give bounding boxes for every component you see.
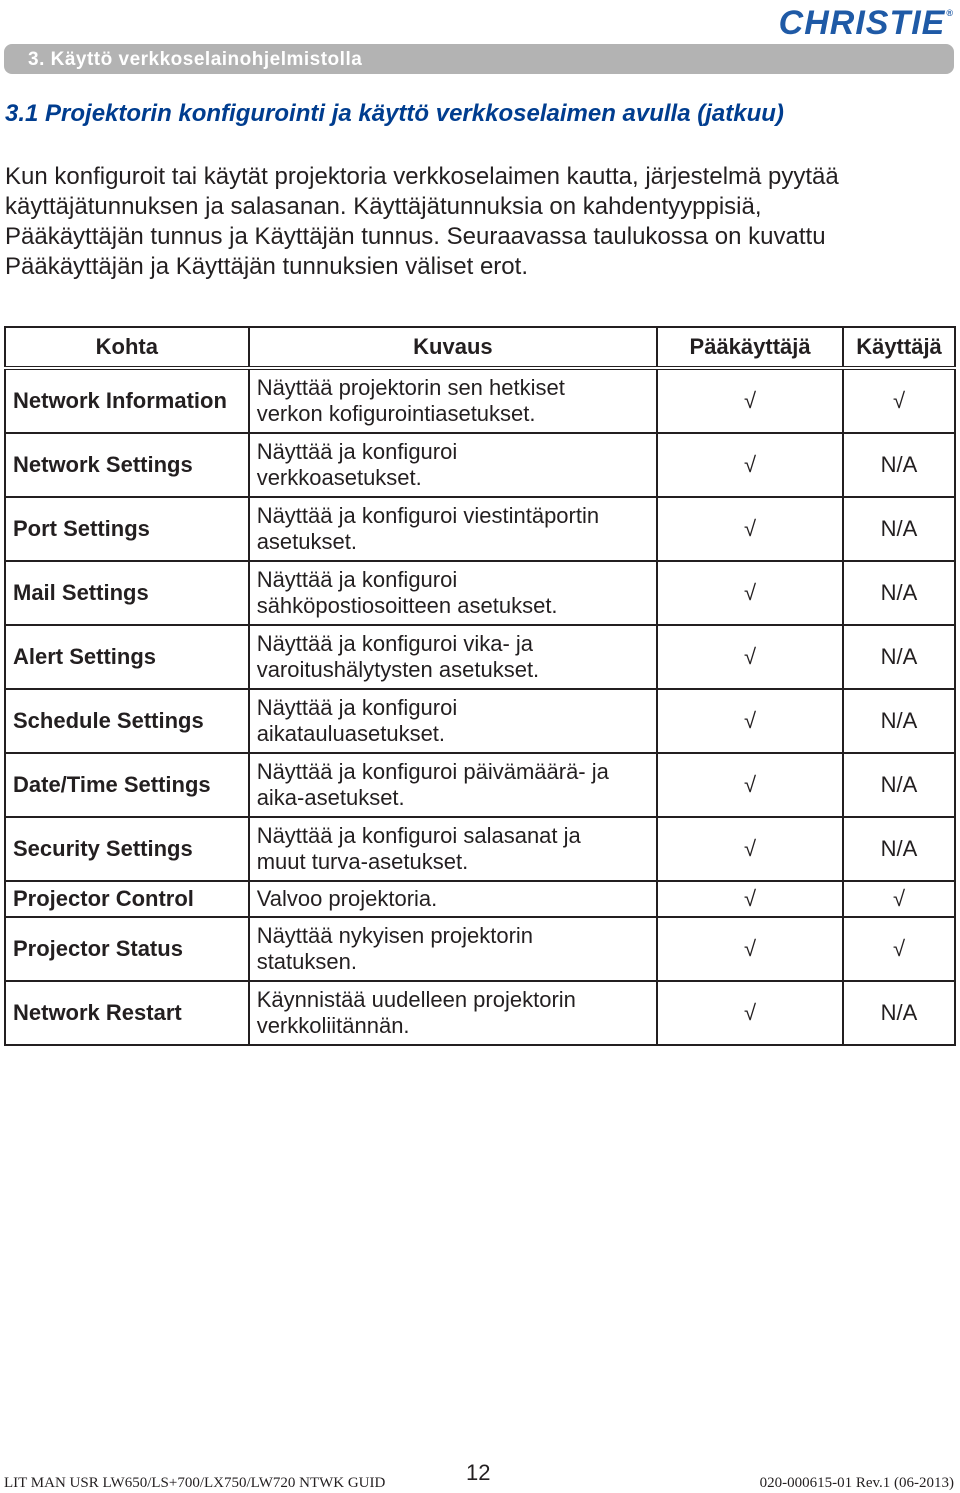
intro-line: Pääkäyttäjän ja Käyttäjän tunnuksien väliset erot. [5,253,528,280]
description-line: aikatauluasetukset. [256,721,446,746]
header-description: Kuvaus [249,327,657,368]
description-line: asetukset. [256,529,357,554]
description-line: Näyttää ja konfiguroi salasanat ja [256,823,581,848]
table-row [5,561,955,625]
row-user-access: N/A [843,689,955,753]
page-number: 12 [466,1460,491,1485]
header-admin: Pääkäyttäjä [657,327,843,368]
row-admin-access: √ [657,753,843,817]
row-admin-access: √ [657,561,843,625]
row-admin-access: √ [657,433,843,497]
row-description [249,689,657,753]
section-header-bar [4,44,954,74]
table-row [5,689,955,753]
description-line: verkkoliitännän. [256,1013,410,1038]
description-line: Näyttää ja konfiguroi vika- ja [256,631,534,656]
table-row [5,881,955,917]
table-row [5,753,955,817]
row-description [249,753,657,817]
row-description [249,561,657,625]
description-line: Näyttää ja konfiguroi [256,695,458,720]
row-admin-access: √ [657,689,843,753]
row-user-access: N/A [843,981,955,1045]
row-user-access: N/A [843,561,955,625]
row-user-access: N/A [843,625,955,689]
section-title: 3. Käyttö verkkoselainohjelmistolla [28,49,363,70]
table-header-row [5,327,955,368]
table-row [5,433,955,497]
description-line: Näyttää ja konfiguroi viestintäportin [256,503,600,528]
row-user-access: √ [843,881,955,917]
row-description [249,981,657,1045]
description-line: Näyttää ja konfiguroi [256,567,458,592]
footer-doc-title: LIT MAN USR LW650/LS+700/LX750/LW720 NTWK GUID [4,1475,386,1491]
row-description [249,917,657,981]
description-line: Näyttää ja konfiguroi päivämäärä- ja [256,759,609,784]
row-item: Mail Settings [5,561,249,625]
row-item: Date/Time Settings [5,753,249,817]
row-item: Network Settings [5,433,249,497]
intro-line: Pääkäyttäjän tunnus ja Käyttäjän tunnus. Seuraavassa taulukossa on kuvattu [5,223,826,250]
row-description [249,497,657,561]
christie-logo [779,4,954,43]
footer-doc-code: 020-000615-01 Rev.1 (06-2013) [759,1475,954,1491]
row-item: Network Restart [5,981,249,1045]
row-user-access: N/A [843,497,955,561]
description-line: muut turva-asetukset. [256,849,469,874]
table-row [5,981,955,1045]
description-line: Näyttää ja konfiguroi [256,439,458,464]
row-user-access: √ [843,917,955,981]
table-body [5,368,955,1045]
row-user-access: N/A [843,433,955,497]
description-line: Näyttää nykyisen projektorin [256,923,534,948]
row-item: Security Settings [5,817,249,881]
table-row [5,817,955,881]
intro-line: käyttäjätunnuksen ja salasanan. Käyttäjätunnuksia on kahdentyyppisiä, [5,193,762,220]
table-row [5,917,955,981]
description-line: statuksen. [256,949,357,974]
row-admin-access: √ [657,497,843,561]
row-user-access: √ [843,368,955,433]
description-line: Valvoo projektoria. [256,886,438,911]
row-item: Projector Control [5,881,249,917]
row-description [249,881,657,917]
description-line: verkkoasetukset. [256,465,422,490]
row-item: Alert Settings [5,625,249,689]
description-line: Käynnistää uudelleen projektorin [256,987,576,1012]
row-description [249,817,657,881]
row-item: Network Information [5,368,249,433]
description-line: Näyttää projektorin sen hetkiset [256,375,565,400]
row-user-access: N/A [843,753,955,817]
row-item: Schedule Settings [5,689,249,753]
description-line: verkon kofigurointiasetukset. [256,401,536,426]
row-admin-access: √ [657,625,843,689]
row-item: Projector Status [5,917,249,981]
row-description [249,368,657,433]
header-user: Käyttäjä [843,327,955,368]
table-row [5,368,955,433]
row-admin-access: √ [657,817,843,881]
row-admin-access: √ [657,917,843,981]
row-user-access: N/A [843,817,955,881]
row-admin-access: √ [657,881,843,917]
logo-text: CHRISTIE [778,4,946,42]
description-line: aika-asetukset. [256,785,405,810]
registered-mark: ® [946,8,954,18]
row-admin-access: √ [657,981,843,1045]
intro-line: Kun konfiguroit tai käytät projektoria verkkoselaimen kautta, järjestelmä pyytää [5,163,839,190]
description-line: sähköpostiosoitteen asetukset. [256,593,558,618]
intro-paragraph [5,162,955,282]
table-row [5,625,955,689]
description-line: varoitushälytysten asetukset. [256,657,540,682]
permissions-table [4,326,956,1046]
row-item: Port Settings [5,497,249,561]
header-item: Kohta [5,327,249,368]
row-description [249,433,657,497]
page-heading: 3.1 Projektorin konfigurointi ja käyttö verkkoselaimen avulla (jatkuu) [5,100,784,127]
row-description [249,625,657,689]
row-admin-access: √ [657,368,843,433]
table-row [5,497,955,561]
